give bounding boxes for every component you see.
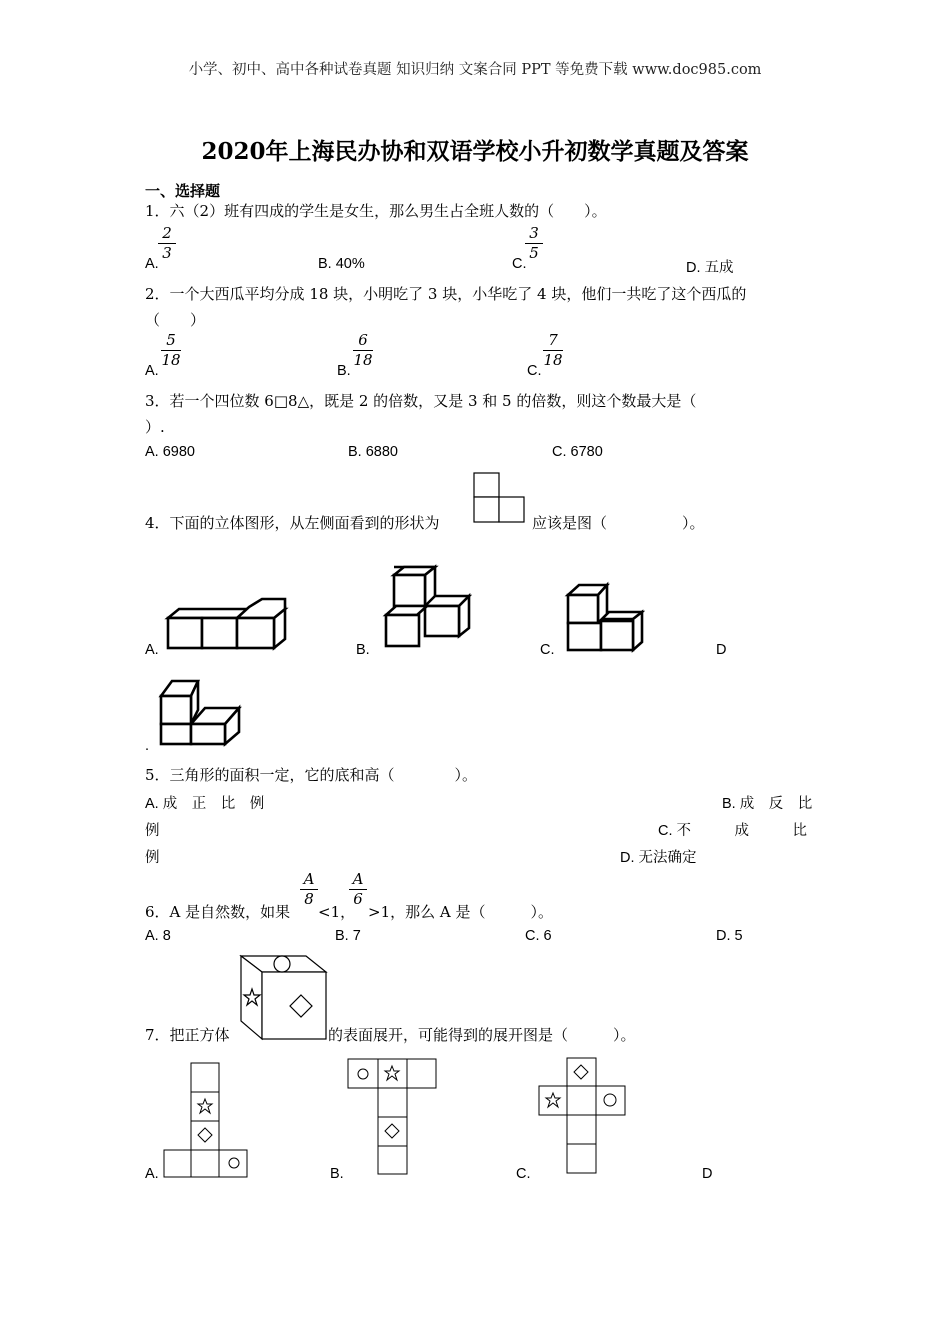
q5-option-d: D. 无法确定 [620, 850, 697, 866]
question-7-text-after: 的表面展开，可能得到的展开图是（ ）。 [328, 1026, 636, 1044]
q2-fraction-b: 6 18 [353, 331, 373, 369]
question-2-line-2: （ ） [145, 311, 206, 329]
q7-option-c: C. [516, 1166, 531, 1182]
q3-option-a: A. 6980 [145, 444, 195, 460]
question-5: 5．三角形的面积一定，它的底和高（ ）。 [145, 766, 478, 784]
q5-wrap-1: 例 [145, 823, 160, 839]
q4-option-c: C. [540, 642, 555, 658]
question-6-prefix: 6．A 是自然数，如果 [145, 903, 291, 921]
q7-option-b: B. [330, 1166, 344, 1182]
page-title: 2020年上海民办协和双语学校小升初数学真题及答案 [201, 138, 749, 165]
q6-option-b: B. 7 [335, 928, 361, 944]
q2-option-b: B. [337, 363, 351, 379]
q4-option-d: D [716, 642, 727, 658]
question-3-line-2: ）. [145, 418, 165, 436]
question-4-text-after: 应该是图（ ）。 [532, 514, 705, 532]
q4-figure-a-cubes-icon [167, 598, 292, 652]
question-3-line-1: 3．若一个四位数 6□8△，既是 2 的倍数，又是 3 和 5 的倍数，则这个数最大是（ [145, 392, 697, 410]
q7-net-b-icon [347, 1058, 439, 1176]
q5-option-b: B. 成 反 比 [722, 796, 813, 812]
q7-option-d: D [702, 1166, 713, 1182]
q4-option-b: B. [356, 642, 370, 658]
q4-figure-d-cubes-icon [160, 680, 244, 746]
q4-figure-c-cubes-icon [567, 584, 647, 652]
question-7-text: 7．把正方体 [145, 1026, 230, 1044]
q2-fraction-a: 5 18 [161, 331, 181, 369]
q6-option-c: C. 6 [525, 928, 552, 944]
q1-option-a: A. [145, 256, 159, 272]
page-header: 小学、初中、高中各种试卷真题 知识归纳 文案合同 PPT 等免费下载 www.doc985.com [188, 62, 762, 78]
q4-option-a: A. [145, 642, 159, 658]
q6-option-a: A. 8 [145, 928, 171, 944]
q6-fraction-2: A 6 [347, 871, 369, 908]
q5-option-c: C. 不 成 比 [658, 823, 808, 839]
q1-option-c: C. [512, 256, 527, 272]
q3-option-c: C. 6780 [552, 444, 603, 460]
q7-option-a: A. [145, 1166, 159, 1182]
q5-wrap-2: 例 [145, 850, 160, 866]
q7-cube-with-symbols-icon [240, 955, 328, 1041]
q6-option-d: D. 5 [716, 928, 743, 944]
q1-fraction-c: 3 5 [523, 225, 545, 262]
q1-option-b: B. 40% [318, 256, 365, 272]
q5-option-a: A. 成 正 比 例 [145, 796, 265, 812]
q6-fraction-1: A 8 [298, 871, 320, 908]
question-4-text: 4．下面的立体图形，从左侧面看到的形状为 [145, 514, 440, 532]
question-6-lt: <1， [318, 903, 356, 921]
q4-left-view-icon [473, 472, 527, 524]
section-heading: 一、选择题 [145, 182, 221, 200]
q2-option-c: C. [527, 363, 542, 379]
q1-fraction-a: 2 3 [156, 225, 178, 262]
q3-option-b: B. 6880 [348, 444, 398, 460]
question-2-line-1: 2．一个大西瓜平均分成 18 块，小明吃了 3 块，小华吃了 4 块，他们一共吃了这个西瓜的 [145, 285, 747, 303]
q7-net-c-icon [538, 1057, 628, 1175]
q4-trailing-dot: . [145, 738, 150, 754]
q2-option-a: A. [145, 363, 159, 379]
question-1: 1．六（2）班有四成的学生是女生，那么男生占全班人数的（ ）。 [145, 202, 607, 220]
q2-fraction-c: 7 18 [543, 331, 563, 369]
q1-option-d: D. 五成 [686, 260, 734, 276]
q7-net-a-icon [163, 1062, 251, 1180]
question-6-gt: >1，那么 A 是（ ）。 [368, 903, 553, 921]
q4-figure-b-cubes-icon [385, 566, 473, 648]
